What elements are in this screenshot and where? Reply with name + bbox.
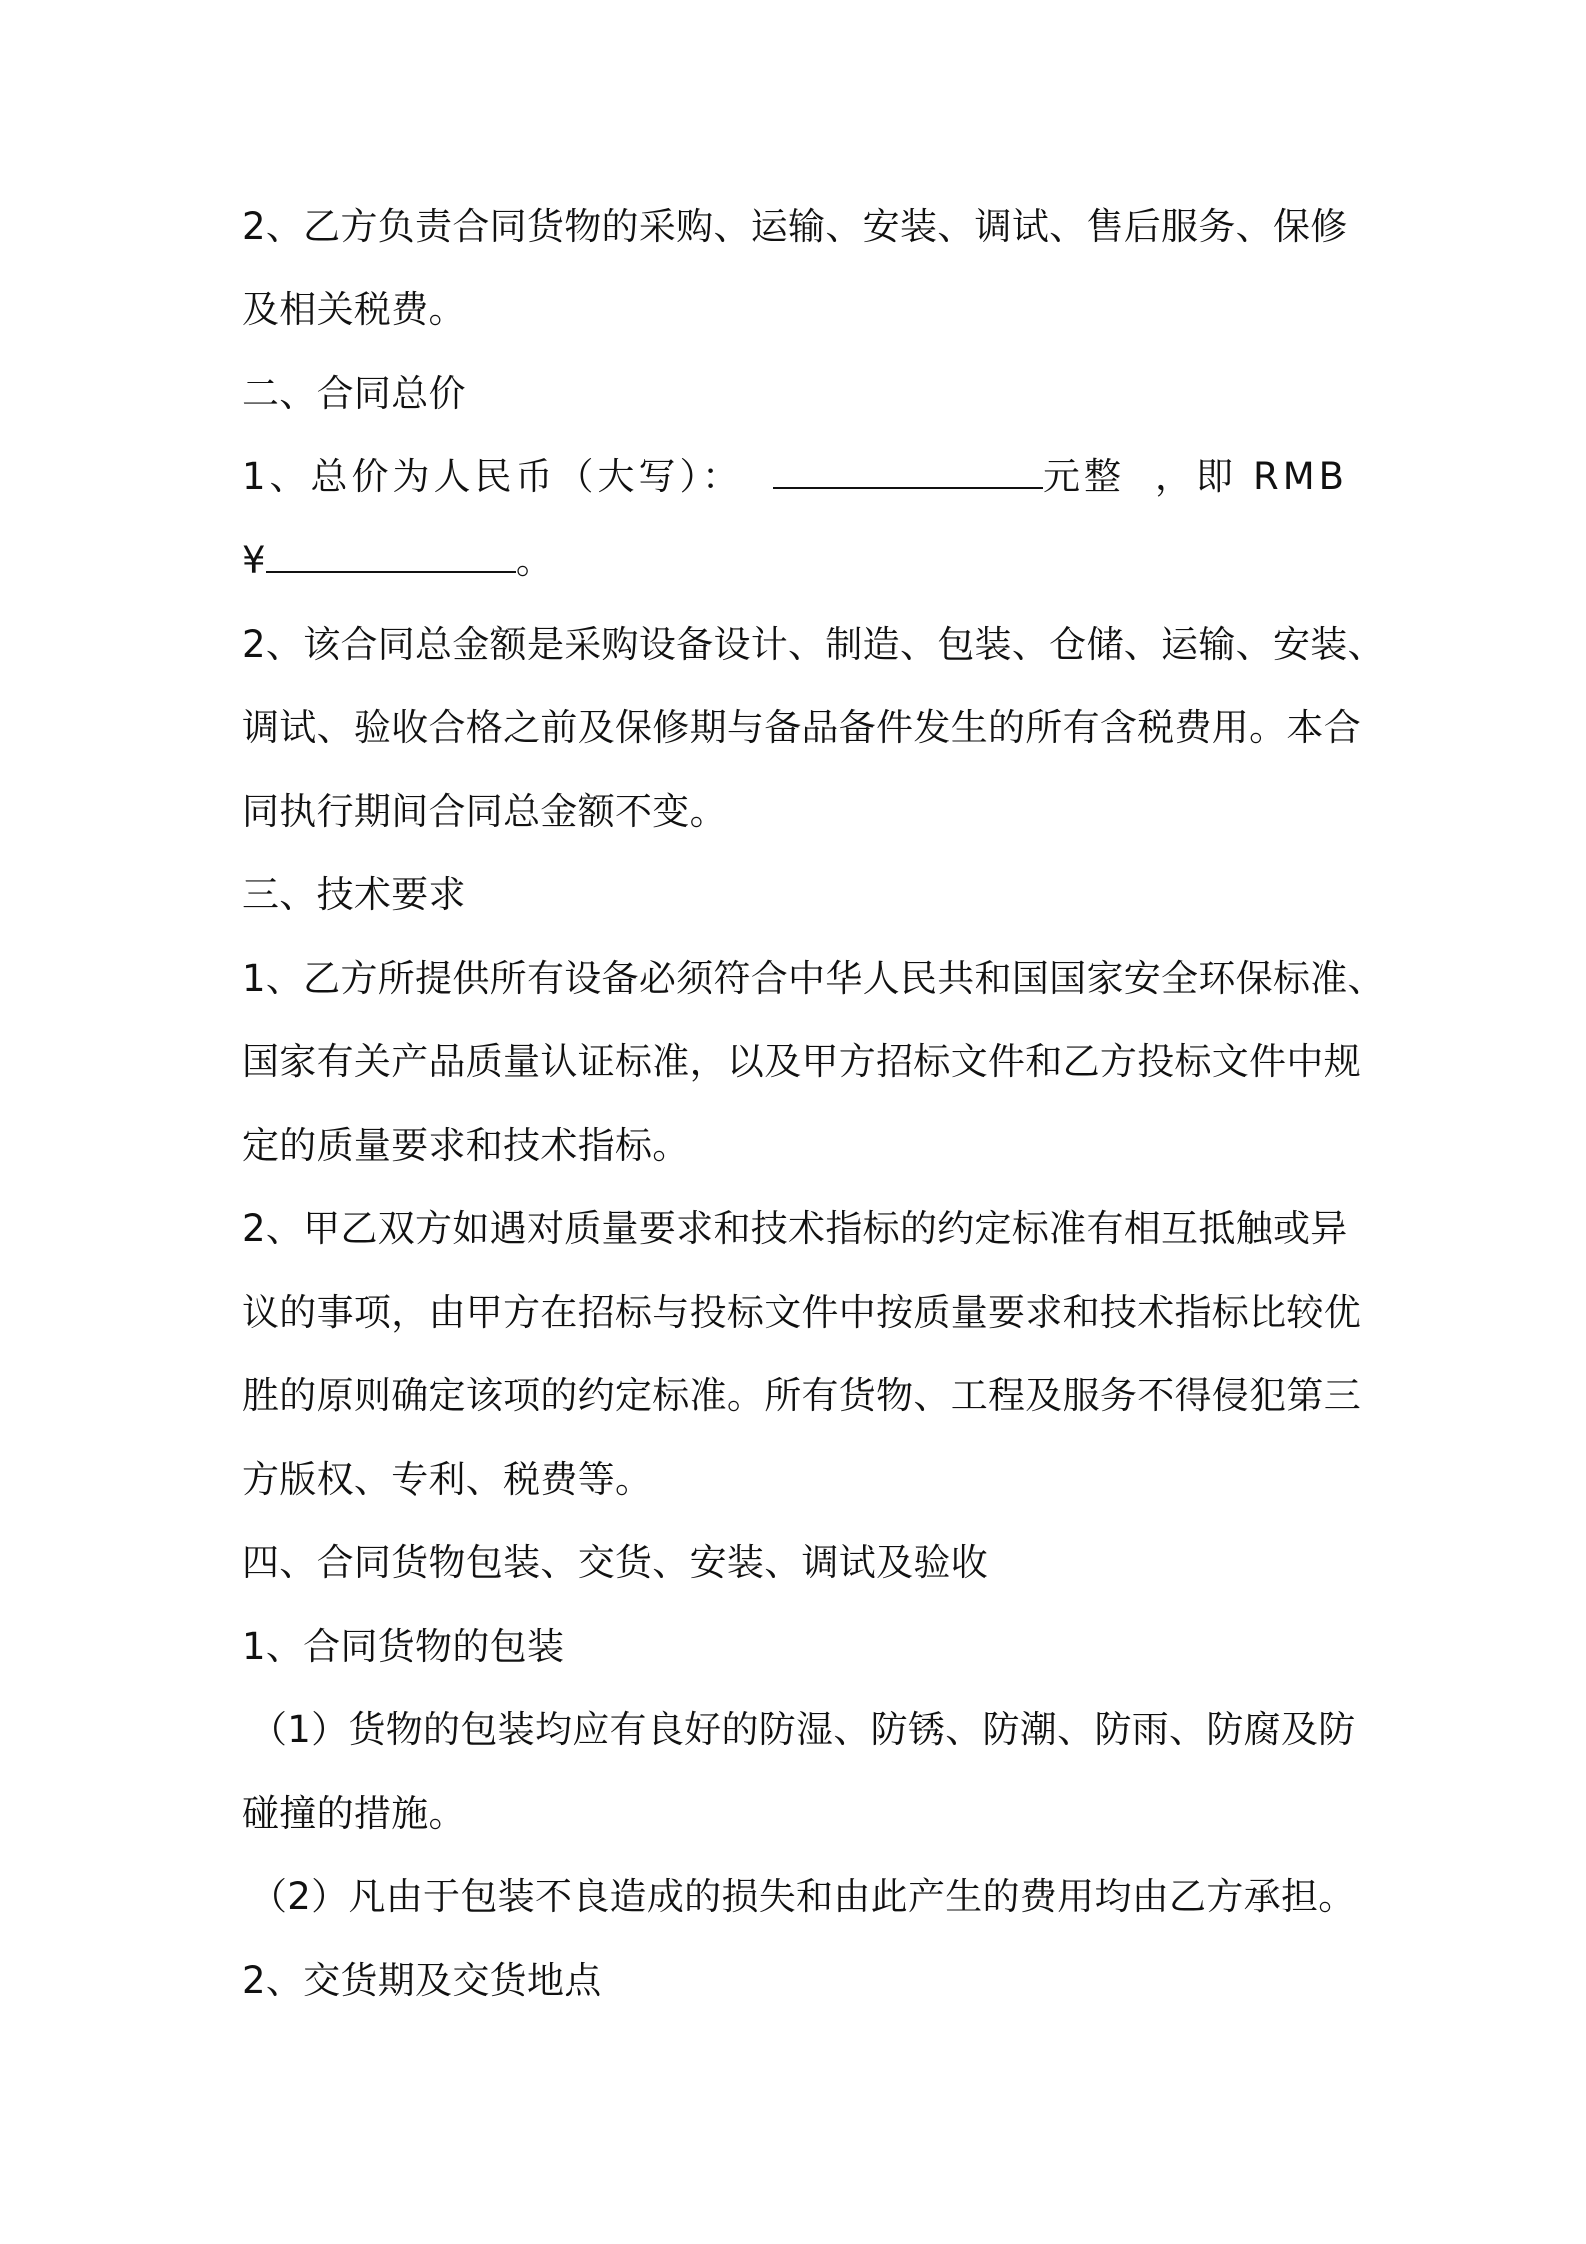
text-line: 国家有关产品质量认证标准，以及甲方招标文件和乙方投标文件中规 [242, 1040, 1361, 1083]
price-amount-line [242, 536, 553, 586]
price-prefix: 1、总价为人民币（大写）： [242, 455, 744, 498]
section-heading: 二、合同总价 [242, 372, 466, 415]
text-line: 胜的原则确定该项的约定标准。所有货物、工程及服务不得侵犯第三 [242, 1374, 1361, 1417]
price-sep: ，即 [1155, 455, 1238, 498]
currency-code: RMB [1253, 455, 1349, 498]
price-end: 。 [515, 539, 554, 582]
text-line: 同执行期间合同总金额不变。 [242, 790, 727, 833]
section-heading: 四、合同货物包装、交货、安装、调试及验收 [242, 1541, 988, 1584]
amount-in-figures-blank[interactable] [266, 537, 516, 573]
subsection-heading: 1、合同货物的包装 [242, 1625, 565, 1668]
text-line: （1）货物的包装均应有良好的防湿、防锈、防潮、防雨、防腐及防 [250, 1708, 1356, 1751]
price-unit: 元整 [1043, 455, 1126, 498]
text-line: 方版权、专利、税费等。 [242, 1458, 653, 1501]
text-line: 2、甲乙双方如遇对质量要求和技术指标的约定标准有相互抵触或异 [242, 1207, 1348, 1250]
text-line: 2、乙方负责合同货物的采购、运输、安装、调试、售后服务、保修 [242, 205, 1348, 248]
text-line: 及相关税费。 [242, 288, 466, 331]
text-line: 调试、验收合格之前及保修期与备品备件发生的所有含税费用。本合 [242, 706, 1361, 749]
text-line: 定的质量要求和技术指标。 [242, 1124, 690, 1167]
text-line: 议的事项，由甲方在招标与投标文件中按质量要求和技术指标比较优 [242, 1291, 1361, 1334]
subsection-heading: 2、交货期及交货地点 [242, 1959, 602, 2002]
price-line [242, 452, 1348, 502]
text-line: （2）凡由于包装不良造成的损失和由此产生的费用均由乙方承担。 [250, 1875, 1356, 1918]
text-line: 碰撞的措施。 [242, 1792, 466, 1835]
yuan-symbol: ¥ [242, 539, 266, 582]
amount-in-words-blank[interactable] [773, 453, 1043, 489]
section-heading: 三、技术要求 [242, 873, 466, 916]
text-line: 2、该合同总金额是采购设备设计、制造、包装、仓储、运输、安装、 [242, 623, 1385, 666]
text-line: 1、乙方所提供所有设备必须符合中华人民共和国国家安全环保标准、 [242, 957, 1385, 1000]
